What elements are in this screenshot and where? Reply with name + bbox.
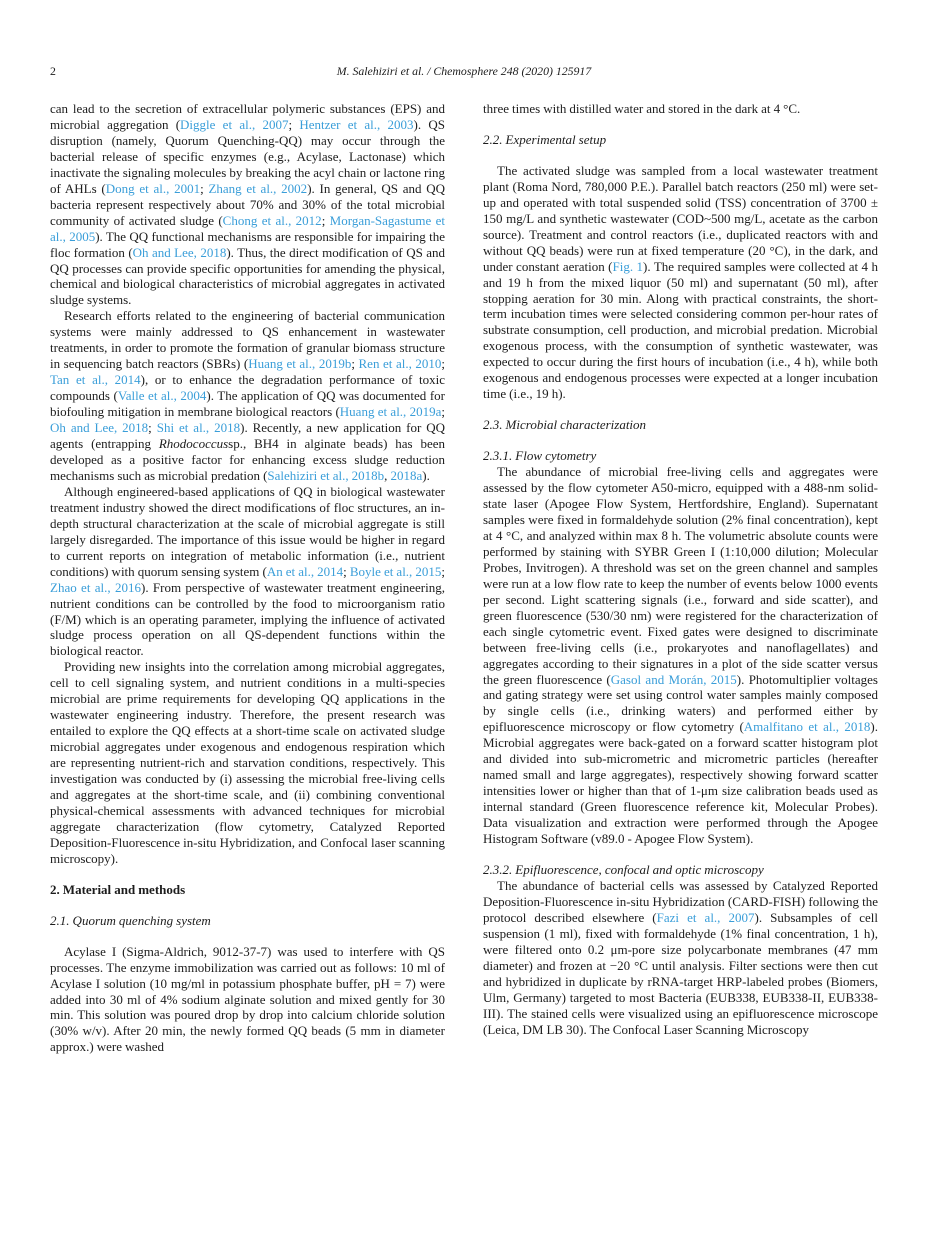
citation-link[interactable]: Fazi et al., 2007	[656, 909, 755, 925]
citation-link[interactable]: Diggle et al., 2007	[180, 116, 289, 132]
citation-link[interactable]: Oh and Lee, 2018	[50, 420, 149, 436]
paragraph: The abundance of microbial free-living cells and aggregates were assessed by the flow cytometer A50-micro, equipped with a 488-nm solid-state laser (Apogee Flow System, Hertfordshire, England). Supernatant samples were fixed in formaldehyde solution (2% final concentration), kept at 4 °C, and analyzed within max 8 h. The volumetric absolute counts were performed by staining with SYBR Green I (1:10,000 dilution; Molecular Probes, Invitrogen). A threshold was set on the green channel and samples were run at a low flow rate to keep the number of events below 1000 events per second. Light scattering signals (i.e., forward and side scatter), and green fluorescence (530/30 nm) were registered for the characterization of each single cytometric event. Fixed gates were designed to discriminate between free-living cells (i.e., prokaryotes and nanoflagellates) and aggregates according to their signatures in a plot of the side scatter versus the green fluorescence (Gasol and Morán, 2015). Photomultiplier voltages and gating strategy were set using control water samples mainly composed by single cells (i.e., drinking waters) and performed either by epifluorescence microscopy or flow cytometry (Amalfitano et al., 2018). Microbial aggregates were back-gated on a forward scatter histogram plot and divided into sub-micrometric and micrometric particles (hereafter named small and large aggregates), respectively showing forward scatter intensities lower or higher than that of 1-μm size calibration beads used as internal standard (Green fluorescence reference kit, Molecular Probes). Data visualization and extraction were performed through the Apogee Histogram Software (v89.0 - Apogee Flow System).	[483, 464, 878, 847]
two-column-body	[50, 101, 878, 1055]
left-column	[50, 101, 445, 1055]
citation-link[interactable]: Hentzer et al., 2003	[299, 116, 414, 132]
citation-link[interactable]: Huang et al., 2019b	[248, 356, 352, 372]
paragraph: Research efforts related to the engineering of bacterial communication systems were mainly addressed to QS enhancement in wastewater treatments, in order to promote the formation of granular biomass structure in sequencing batch reactors (SBRs) (Huang et al., 2019b; Ren et al., 2010; Tan et al., 2014), or to enhance the degradation performance of toxic compounds (Valle et al., 2004). The application of QQ was documented for biofouling mitigation in membrane biological reactors (Huang et al., 2019a; Oh and Lee, 2018; Shi et al., 2018). Recently, a new application for QQ agents (entrapping Rhodococcussp., BH4 in alginate beads) has been developed as a positive factor for enhancing excess sludge reduction mechanisms such as microbial predation (Salehiziri et al., 2018b, 2018a).	[50, 308, 446, 483]
running-head: M. Salehiziri et al. / Chemosphere 248 (2020) 125917	[336, 64, 592, 78]
citation-link[interactable]: Zhao et al., 2016	[50, 579, 141, 595]
paragraph: Although engineered-based applications of QQ in biological wastewater treatment industry showed the direct modifications of floc structures, an in-depth structural characterization at the scale of microbial aggregate is still largely disregarded. The importance of this issue would be higher in regard to current reports on integration of metabolic information (i.e., nutrient conditions) with quorum sensing system (An et al., 2014; Boyle et al., 2015; Zhao et al., 2016). From perspective of wastewater treatment engineering, nutrient conditions can be controlled by the food to microorganism ratio (F/M) which is an operating parameter, implying the influence of activated sludge process operation on all QS-dependent functions within the biological reactor.	[50, 483, 445, 659]
subsection-heading: 2.3. Microbial characterization	[483, 417, 647, 433]
citation-link[interactable]: Shi et al., 2018	[156, 420, 241, 436]
citation-link[interactable]: An et al., 2014	[266, 563, 344, 579]
citation-link[interactable]: Morgan-Sagastume et al., 2005	[50, 212, 445, 244]
citation-link[interactable]: Chong et al., 2012	[222, 212, 322, 228]
page-number: 2	[50, 64, 56, 78]
citation-link[interactable]: Gasol and Morán, 2015	[610, 671, 737, 687]
citation-link[interactable]: Salehiziri et al., 2018b	[267, 467, 385, 483]
paragraph: The abundance of bacterial cells was assessed by Catalyzed Reported Deposition-Fluorescence in-situ Hybridization (CARD-FISH) following the protocol described elsewhere (Fazi et al., 2007). Subsamples of cell suspension (1 ml), fixed with formaldehyde (1% final concentration, 1 h), were filtered onto 0.2 μm-pore size polycarbonate membranes (47 mm diameter) and frozen at −20 °C until analysis. Filter sections were then cut and hybridized in duplicate by rRNA-target HRP-labeled probes (Biomers, Ulm, Germany) targeted to most Bacteria (EUB338, EUB338-II, EUB338- III). The stained cells were visualized using an epifluorescence microscope (Leica, DM LB 30). The Confocal Laser Scanning Microscopy	[483, 877, 878, 1037]
paragraph: Providing new insights into the correlation among microbial aggregates, cell to cell signaling system, and nutrient conditions in a multi-species microbial are prime requirements for developing QQ applications in the wastewater engineering industry. Therefore, the present research was entailed to explore the QQ effects at a short-time scale on activated sludge microbial aggregates under exogenous and endogenous respiration which are representing nutrient-rich and starvation conditions, respectively. This investigation was conducted by (i) assessing the microbial free-living cells and aggregates at the short-time scale, and (ii) combining conventional physical-chemical assessments with advanced techniques for microbial aggregate characterization (flow cytometry, Catalyzed Reported Deposition-Fluorescence in-situ Hybridization, and Confocal laser scanning microscopy).	[50, 659, 445, 866]
page-header	[50, 64, 878, 80]
citation-link[interactable]: Amalfitano et al., 2018	[743, 719, 871, 735]
paragraph: can lead to the secretion of extracellular polymeric substances (EPS) and microbial aggregation (Diggle et al., 2007; Hentzer et al., 2003). QS disruption (namely, Quorum Quenching-QQ) may occur through the bacterial release of specific enzymes (e.g., Acylase, Lactonase) which inactivate the signaling molecules by breaking the acyl chain or lactone ring of AHLs (Dong et al., 2001; Zhang et al., 2002). In general, QS and QQ bacteria represent respectively about 70% and 30% of the total microbial community of activated sludge (Chong et al., 2012; Morgan-Sagastume et al., 2005). The QQ functional mechanisms are responsible for impairing the floc formation (Oh and Lee, 2018). Thus, the direct modification of QS and QQ processes can provide specific opportunities for amending the physical, chemical and biological characteristics of microbial aggregates in activated sludge systems.	[50, 101, 445, 308]
citation-link[interactable]: Dong et al., 2001	[105, 180, 201, 196]
citation-link[interactable]: Tan et al., 2014	[50, 372, 141, 388]
paragraph: The activated sludge was sampled from a local wastewater treatment plant (Roma Nord, 780,000 P.E.). Parallel batch reactors (250 ml) were set-up and operated with total suspended solid (TSS) concentration of 3700 ± 150 mg/L and synthetic wastewater (COD~500 mg/L, acetate as the carbon source). Treatment and control reactors (i.e., duplicated reactors with and without QQ beads) were run at fixed temperature (20 °C), in the dark, and under constant aeration (Fig. 1). The required samples were collected at 4 h and 19 h from the mixed liquor (50 ml) and supernatant (50 ml), after stopping aeration for 30 min. Along with practical constraints, the short-term incubation times were selected considering common per-hour rates of substrate consumption, cell production, and microbial predation. Microbial exogenous process, with the consumption of synthetic wastewater, was expected to occur during the first hours of incubation (i.e., 4 h), while both exogenous and endogenous processes were expected at a longer incubation time (i.e., 19 h).	[483, 162, 878, 402]
citation-link[interactable]: 2018a	[390, 467, 423, 483]
citation-link[interactable]: Boyle et al., 2015	[349, 563, 442, 579]
subsection-heading: 2.1. Quorum quenching system	[50, 912, 211, 928]
subsection-heading: 2.3.2. Epifluorescence, confocal and optic microscopy	[483, 861, 764, 877]
citation-link[interactable]: Zhang et al., 2002	[208, 180, 308, 196]
section-heading: 2. Material and methods	[50, 881, 186, 897]
right-column	[483, 101, 878, 1055]
figure-link[interactable]: Fig. 1	[612, 258, 644, 274]
paragraph: three times with distilled water and stored in the dark at 4 °C.	[483, 101, 801, 116]
subsection-heading: 2.3.1. Flow cytometry	[483, 448, 597, 464]
citation-link[interactable]: Huang et al., 2019a	[339, 404, 442, 420]
citation-link[interactable]: Oh and Lee, 2018	[132, 244, 227, 260]
citation-link[interactable]: Ren et al., 2010	[358, 356, 442, 372]
paragraph: Acylase I (Sigma-Aldrich, 9012-37-7) was used to interfere with QS processes. The enzyme immobilization was carried out as follows: 10 ml of Acylase I solution (10 mg/ml in potassium phosphate buffer, pH = 7) were added into 30 ml of 4% sodium alginate solution and mixed gently for 30 min. This solution was poured drop by drop into calcium chloride solution (30% w/v). After 20 min, the newly formed QQ beads (5 mm in diameter approx.) were washed	[50, 943, 445, 1055]
italic-term: Rhodococcus	[158, 436, 229, 452]
subsection-heading: 2.2. Experimental setup	[483, 131, 607, 147]
citation-link[interactable]: Valle et al., 2004	[117, 388, 207, 404]
